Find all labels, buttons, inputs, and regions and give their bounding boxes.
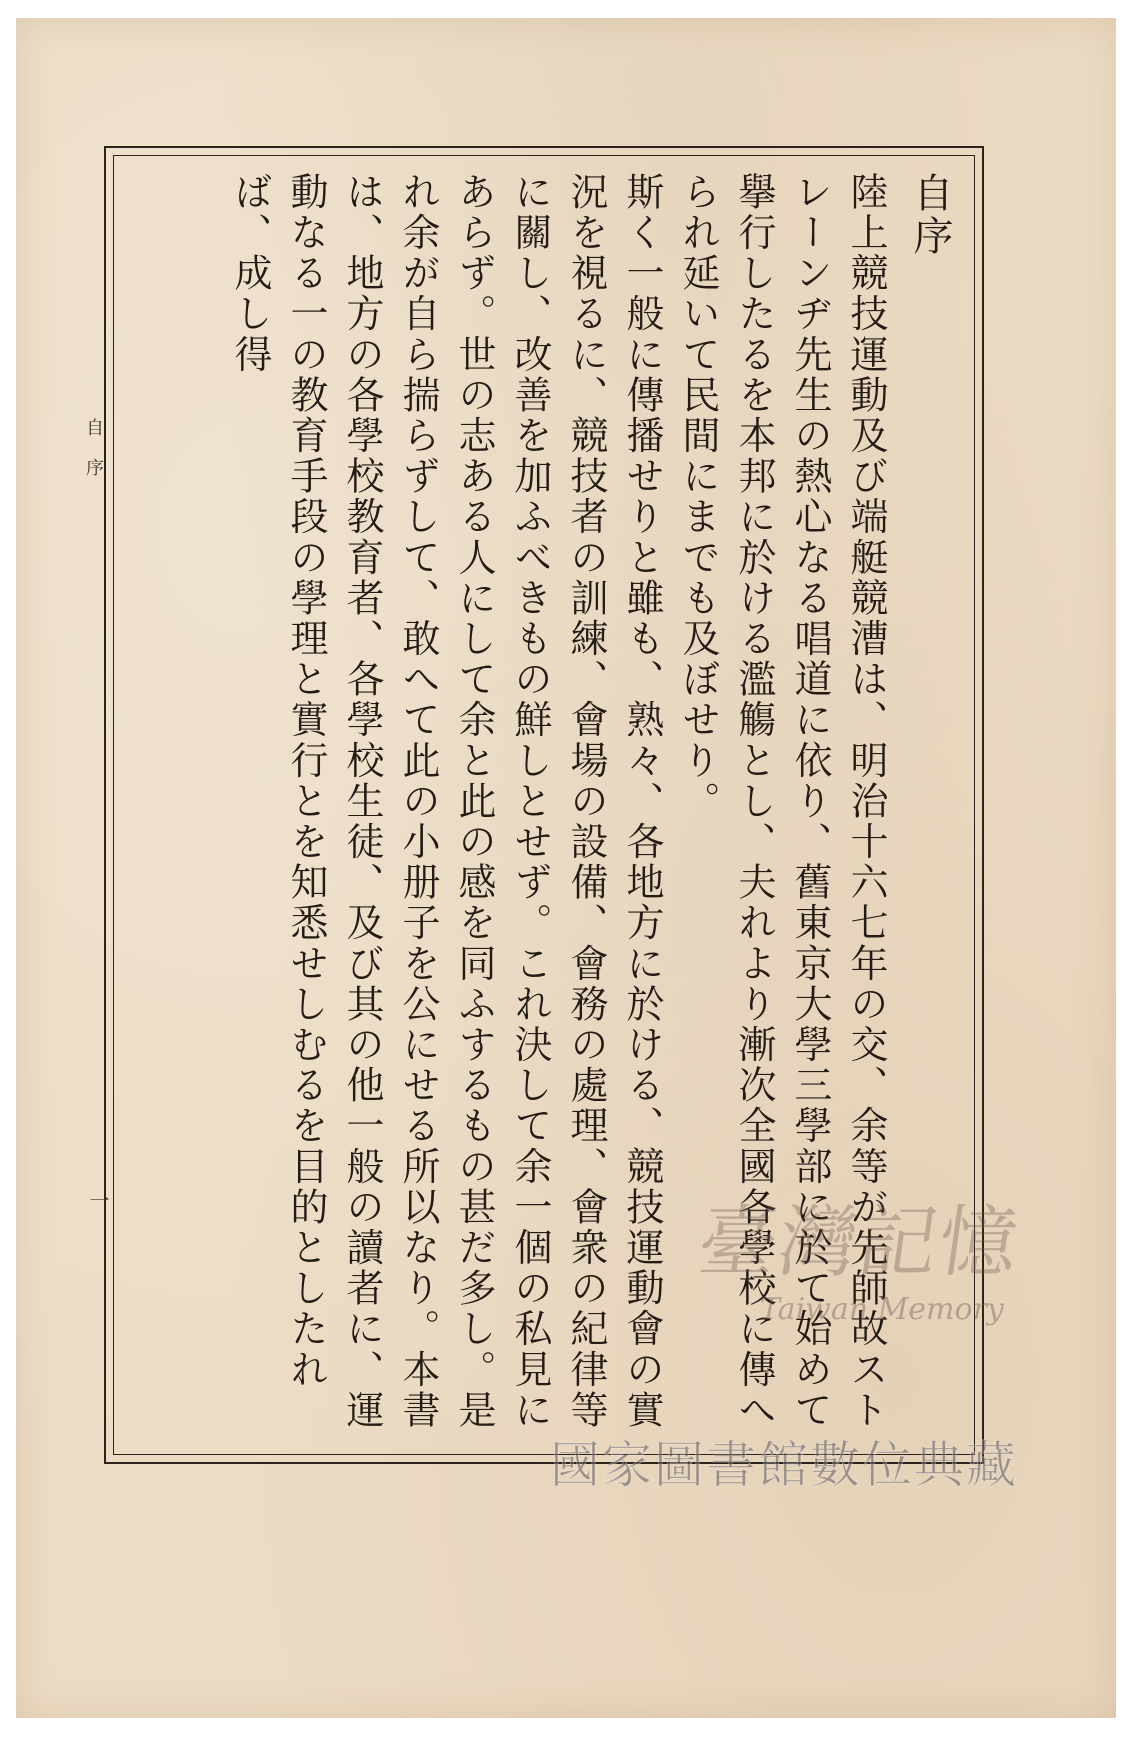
- preface-heading: 自序: [907, 172, 953, 258]
- paragraph-2: 斯く一般に傳播せりと雖も、熟々、各地方に於ける、競技運動會の實況を視るに、競技者の訓練、會場の設備、會務の處理、會衆の紀律等に關し、改善を加ふべきもの鮮しとせず。これ決して余一個の私見にあらず。世の志ある人にして余と此の感を同ふするもの甚だ多し。是れ余が自ら揣らずして、敢へて此の小册子を公にせる所以なり。本書は、地方の各學校教育者、各學校生徒、及び其の他一般の讀者に、運動なる一の教育手段の學理と實行とを知悉せしむるを目的としたれば、成し得: [228, 172, 664, 1431]
- margin-section-title: 自序: [83, 418, 104, 498]
- margin-page-number: 一: [86, 1190, 110, 1210]
- vertical-text-block: [136, 172, 958, 1442]
- watermark-bottom-text: 國家圖書館數位典藏: [550, 1436, 1018, 1494]
- watermark-main-text: 臺灣記憶: [692, 1198, 1026, 1288]
- watermark-sub-text: Taiwan Memory: [760, 1292, 1004, 1327]
- paragraph-1: 陸上競技運動及び端艇競漕は、明治十六七年の交、余等が先師故ストレーンヂ先生の熱心なる唱道に依り、舊東京大學三學部に於て始めて擧行したるを本邦に於ける濫觴とし、夫れより漸次全國各學校に傳へられ延いて民間にまでも及ぼせり。: [676, 172, 888, 1431]
